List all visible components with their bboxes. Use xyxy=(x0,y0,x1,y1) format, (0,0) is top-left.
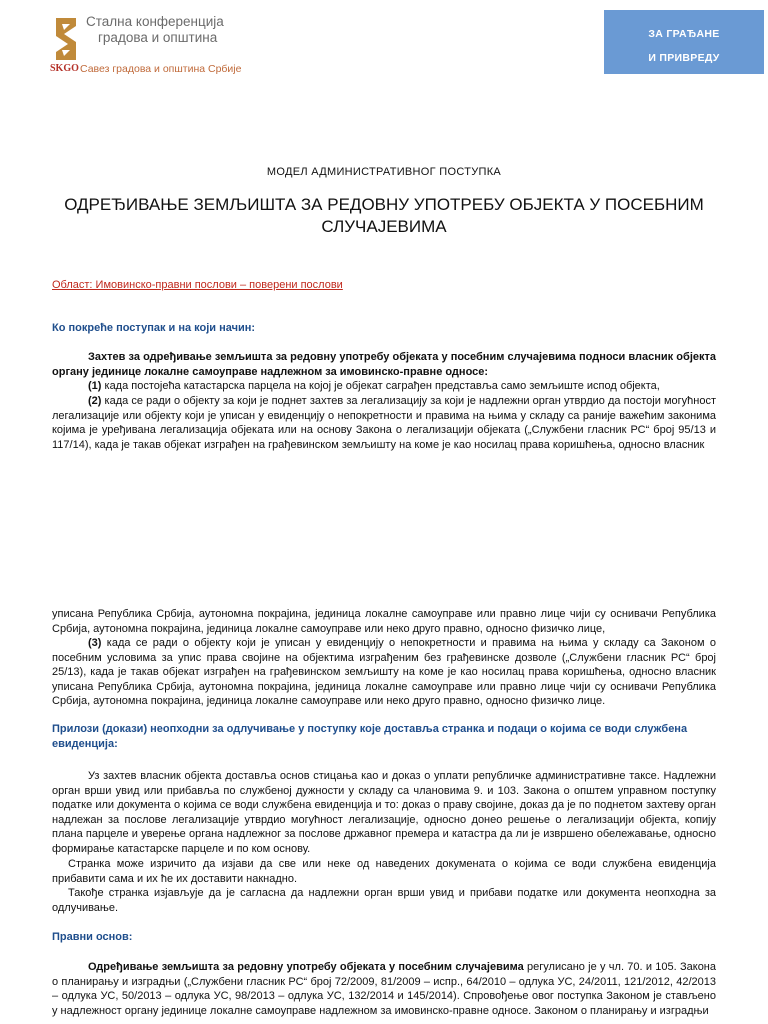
logo-title-line1: Стална конференција xyxy=(86,14,224,29)
section-heading-attachments: Прилози (докази) неопходни за одлучивање у поступку које доставља странка и подаци о којима се води службена евиденција: xyxy=(52,723,688,750)
logo xyxy=(50,14,250,76)
item-text: када се ради о објекту за који је поднет захтев за легализацију за који је надлежни орган утврдио да постоји могућност легализације или објекту који је уписан у евиденцију о непокретности и правима на њима у складу са раније важећим законима којима је уређивана легализација објеката или на основу Закона о легализацији објеката („Службени гласник РС“ број 95/13 и 117/14), када је такав објекат изграђен на грађевинском земљишту на коме је као носилац права коришћења, односно власник xyxy=(52,395,716,451)
item-number: (2) xyxy=(88,395,102,407)
area-link[interactable]: Област: Имовинско-правни послови – поверени послови xyxy=(52,279,343,291)
attachments-paragraph-3: Такође странка изјављује да је сагласна да надлежни орган врши увид и прибави податке или документа неопходна за одлучивање. xyxy=(52,887,716,914)
logo-mark-icon xyxy=(52,16,80,62)
item-number: (3) xyxy=(88,637,102,649)
initiation-item-2-continued: уписана Република Србија, аутономна покрајина, јединица локалне самоуправе или правно лице чији су оснивачи Република Србија, аутономна покрајина, јединица локалне самоуправе или неко друго правно, односно физичко лице, xyxy=(52,608,716,635)
attachments-paragraph-2: Странка може изричито да изјави да све или неке од наведених докумената о којима се води службена евиденција прибавити сама и их ће их доставити накнадно. xyxy=(52,858,716,885)
initiation-item-3 xyxy=(52,636,716,709)
legal-basis-text: регулисано је у чл. 70. и 105. Закона о планирању и изградњи („Службени гласник РС“ број 72/2009, 81/2009 – испр., 64/2010 – одлука УС, 24/2011, 121/2012, 42/2013 – одлука УС, 50/2013 – одлука УС, 98/2013 – одлука УС, 132/2014 и 145/2014). Спровођење овог поступка Законом је стављено у надлежност органу јединице локалне самоуправе надлежном за имовинско-правне односе. Законом о планирању и изградњи xyxy=(52,961,717,1017)
model-label: МОДЕЛ АДМИНИСТРАТИВНОГ ПОСТУПКА xyxy=(266,166,502,178)
legal-basis-lead: Одређивање земљишта за редовну употребу објеката у посебним случајевима xyxy=(88,961,524,973)
citizens-business-badge[interactable] xyxy=(604,10,764,74)
item-text: када постојећа катастарска парцела на којој је објекат саграђен представља само земљиште испод објекта, xyxy=(101,380,660,392)
logo-subtitle: Савез градова и општина Србије xyxy=(80,63,242,75)
badge-line1: ЗА ГРАЂАНЕ xyxy=(648,28,720,40)
initiation-item-2 xyxy=(52,394,716,452)
attachments-paragraph-1: Уз захтев власник објекта доставља основ стицања као и доказ о уплати републичке административне таксе. Надлежни орган врши увид или прибавља по службеној дужности у складу са члановима 9. и 103. Закона о општем управном поступку податке или документа о којима се води службена евиденција и то: доказ о праву својине, доказ да је по поднетом захтеву орган надлежан за послове легализације утврдио могућност легализације, односно донео решење о легализацији објекта, копију плана парцеле и уверење органа надлежног за послове државног премера и катастра да ли је извршено обележавање, односно формирање катастарске парцеле и по ком основу. xyxy=(52,770,716,855)
section-heading-legal-basis: Правни основ: xyxy=(52,931,133,943)
legal-basis-paragraph xyxy=(52,960,716,1018)
initiation-item-1 xyxy=(52,379,716,394)
document-title: ОДРЕЂИВАЊЕ ЗЕМЉИШТА ЗА РЕДОВНУ УПОТРЕБУ ОБЈЕКТА У ПОСЕБНИМ СЛУЧАЈЕВИМА xyxy=(64,195,704,236)
logo-title-line2: градова и општина xyxy=(98,30,218,45)
item-text: када се ради о објекту који је уписан у евиденцију о непокретности и правима на њима у складу са Законом о посебним условима за упис права својине на објектима изграђеним без грађевинске дозволе („Службени гласник РС“ број 25/13), када је такав објекат изграђен на грађевинском земљишту на коме је као носилац права коришћења, односно власник уписана Република Србија, аутономна покрајина, јединица локалне самоуправе или правно лице чији су оснивачи Република Србија, аутономна покрајина, јединица локалне самоуправе или неко друго правно, односно физичко лице. xyxy=(52,637,716,707)
logo-abbreviation: SKGO xyxy=(50,63,79,74)
initiation-intro: Захтев за одређивање земљишта за редовну употребу објеката у посебним случајевима подноси власник објекта органу јединице локалне самоуправе надлежном за имовинско-правне односе: xyxy=(52,351,716,378)
badge-line2: И ПРИВРЕДУ xyxy=(648,52,720,64)
section-heading-initiation: Ко покреће поступак и на који начин: xyxy=(52,322,256,334)
item-number: (1) xyxy=(88,380,102,392)
